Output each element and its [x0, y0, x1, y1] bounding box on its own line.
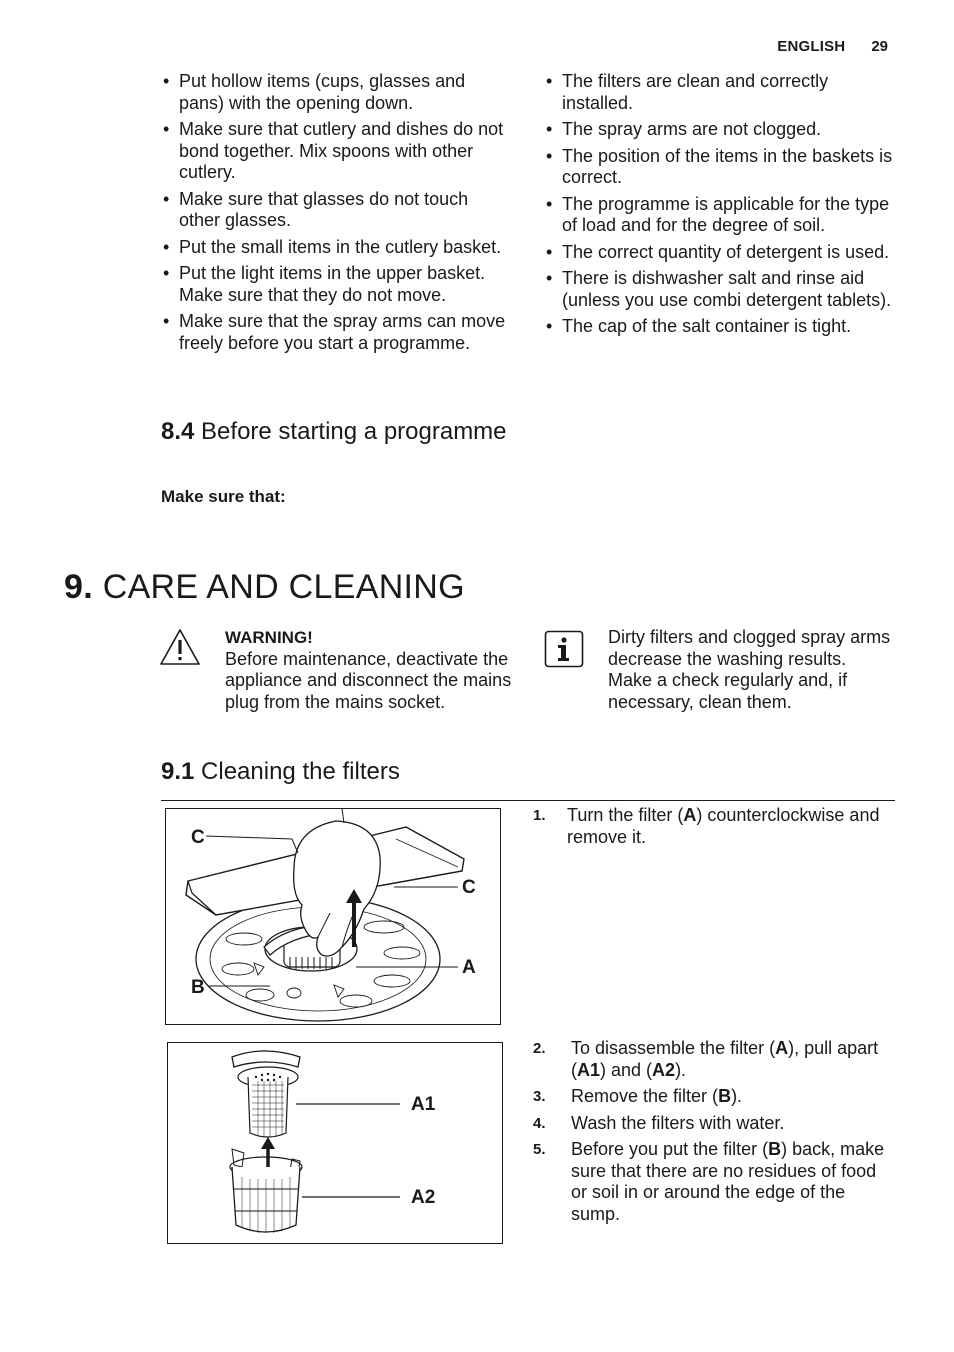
list-item	[533, 1086, 893, 1108]
left-bullet-column	[161, 71, 506, 359]
list-item: • The programme is applicable for the type of load and for the degree of soil.	[544, 194, 896, 237]
step-ref-letter: A	[683, 805, 697, 825]
steps-list-first	[533, 805, 893, 853]
label-b: B	[191, 977, 205, 998]
list-item: • The filters are clean and correctly installed.	[544, 71, 896, 114]
step-number: 5.	[533, 1141, 546, 1158]
list-item: • The spray arms are not clogged.	[544, 119, 896, 141]
list-item	[533, 1113, 893, 1135]
list-item: • Make sure that the spray arms can move freely before you start a programme.	[161, 311, 506, 354]
list-item: • Put the light items in the upper basket. Make sure that they do not move.	[161, 263, 506, 306]
step-text	[567, 805, 893, 848]
section-number: 9.1	[161, 758, 195, 785]
step-ref-letter: A	[775, 1038, 789, 1058]
list-item: • The cap of the salt container is tight.	[544, 316, 896, 338]
step-ref-letter: B	[718, 1086, 732, 1106]
section-title: Before starting a programme	[201, 418, 507, 445]
make-sure-lead: Make sure that:	[161, 487, 286, 506]
list-item: • The correct quantity of detergent is used.	[544, 242, 896, 264]
chapter-title: CARE AND CLEANING	[102, 568, 465, 606]
label-a1: A1	[411, 1094, 436, 1115]
list-item	[533, 1139, 893, 1225]
step-text-part: ).	[731, 1086, 743, 1106]
info-text-1: Dirty filters and clogged spray arms decrease the washing results.	[608, 627, 891, 669]
step-text	[571, 1086, 742, 1108]
step-text-part: ), pull apart (	[571, 1038, 879, 1080]
figure-disassemble-filter	[167, 1042, 503, 1244]
step-text-part: Turn the filter (	[567, 805, 684, 825]
step-ref-letter: B	[768, 1139, 782, 1159]
page-number: 29	[871, 38, 888, 55]
right-bullet-list	[544, 71, 896, 338]
section-8-4-heading	[161, 418, 507, 446]
step-number: 2.	[533, 1040, 546, 1057]
list-item: • Put hollow items (cups, glasses and pans) with the opening down.	[161, 71, 506, 114]
step-text-part: ) and (	[600, 1059, 653, 1080]
filter-disassembly-illustration	[168, 1043, 502, 1243]
label-a2: A2	[411, 1187, 436, 1208]
figure-remove-filter	[165, 808, 501, 1025]
warning-block	[225, 627, 520, 713]
list-item: • There is dishwasher salt and rinse aid (unless you use combi detergent tablets).	[544, 268, 896, 311]
section-number: 8.4	[161, 418, 195, 445]
language-label: ENGLISH	[777, 38, 846, 55]
step-text: Wash the filters with water.	[571, 1112, 785, 1133]
step-text-part: Remove the filter (	[571, 1086, 719, 1106]
left-bullet-list	[161, 71, 506, 354]
step-text-part: ).	[675, 1059, 687, 1080]
page-header	[777, 38, 888, 55]
step-text	[571, 1038, 893, 1081]
step-number: 3.	[533, 1088, 546, 1105]
label-a: A	[462, 957, 476, 978]
info-block	[608, 627, 898, 713]
list-item: • The position of the items in the baskets is correct.	[544, 146, 896, 189]
section-title: Cleaning the filters	[201, 758, 400, 785]
step-ref-letter: A2	[652, 1059, 676, 1080]
right-bullet-column	[544, 71, 896, 343]
filter-removal-illustration	[166, 809, 500, 1024]
section-divider	[161, 800, 895, 801]
step-number: 4.	[533, 1114, 546, 1132]
step-text-part: ) back, make sure that there are no residues of food or soil in or around the edge of the sump.	[571, 1139, 885, 1224]
warning-triangle-icon	[159, 628, 201, 666]
list-item: • Make sure that cutlery and dishes do not bond together. Mix spoons with other cutlery.	[161, 119, 506, 184]
step-ref-letter: A1	[577, 1059, 601, 1080]
warning-text: Before maintenance, deactivate the appliance and disconnect the mains plug from the mains socket.	[225, 648, 512, 712]
chapter-number: 9.	[64, 568, 93, 606]
list-item: • Put the small items in the cutlery basket.	[161, 237, 506, 259]
list-item	[533, 805, 893, 848]
warning-title: WARNING!	[225, 628, 313, 647]
list-item	[533, 1038, 893, 1081]
step-number: 1.	[533, 807, 546, 824]
label-c-right: C	[462, 877, 476, 898]
step-text-part: To disassemble the filter (	[571, 1038, 776, 1058]
info-icon	[544, 630, 584, 668]
list-item: • Make sure that glasses do not touch other glasses.	[161, 189, 506, 232]
step-text-part: Before you put the filter (	[571, 1139, 769, 1159]
step-text-part: ) counterclockwise and remove it.	[567, 805, 880, 847]
section-9-1-heading	[161, 758, 400, 786]
step-text	[571, 1139, 893, 1225]
info-text-2: Make a check regularly and, if necessary, clean them.	[608, 670, 848, 712]
chapter-heading	[64, 568, 465, 607]
steps-list-second	[533, 1038, 893, 1230]
label-c-top: C	[191, 827, 205, 848]
